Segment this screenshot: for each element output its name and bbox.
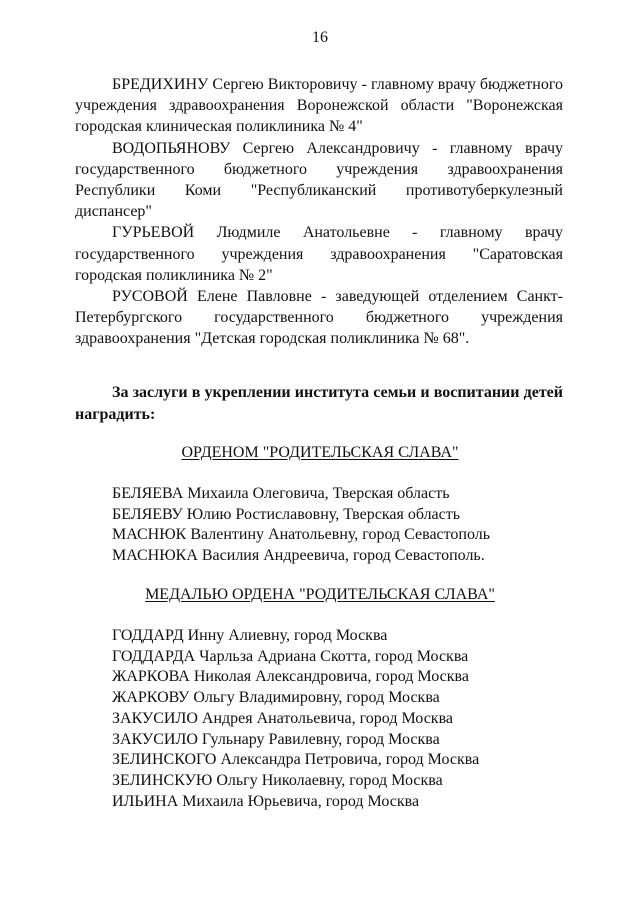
award-entry: ГУРЬЕВОЙ Людмиле Анатольевне - главному врачу государственного учреждения здравоохранения "Саратовская городская поликлиника № 2" <box>75 224 563 284</box>
medal-recipient: ЗЕЛИНСКУЮ Ольгу Николаевну, город Москва <box>112 771 443 789</box>
order-recipients-list <box>112 484 490 567</box>
order-recipient: МАСНЮКА Василия Андреевича, город Севастополь. <box>112 547 485 565</box>
medal-recipient: ЗАКУСИЛО Андрея Анатольевича, город Москва <box>112 709 454 727</box>
order-recipient: МАСНЮК Валентину Анатольевну, город Севастополь <box>112 526 491 544</box>
medal-recipients-list <box>112 626 479 812</box>
order-recipient: БЕЛЯЕВА Михаила Олеговича, Тверская область <box>112 485 450 502</box>
medal-recipient: ЗЕЛИНСКОГО Александра Петровича, город Москва <box>112 751 480 769</box>
medal-recipient: ЗАКУСИЛО Гульнару Равилевну, город Москва <box>112 730 440 748</box>
medal-recipient: ИЛЬИНА Михаила Юрьевича, город Москва <box>112 792 420 810</box>
page-number: 16 <box>312 29 328 46</box>
order-title-text: ОРДЕНОМ "РОДИТЕЛЬСКАЯ СЛАВА" <box>181 444 459 461</box>
order-recipient: БЕЛЯЕВУ Юлию Ростиславовну, Тверская область <box>112 505 461 523</box>
medal-title <box>0 585 640 605</box>
medal-title-text: МЕДАЛЬЮ ОРДЕНА "РОДИТЕЛЬСКАЯ СЛАВА" <box>145 586 495 603</box>
medal-recipient: ГОДДАРДА Чарльза Адриана Скотта, город Москва <box>112 647 469 665</box>
section-header: За заслуги в укреплении института семьи и воспитании детей наградить: <box>75 384 563 423</box>
order-title <box>0 443 640 463</box>
medal-recipient: ГОДДАРД Инну Алиевну, город Москва <box>112 627 388 644</box>
award-list <box>75 74 563 350</box>
award-entry: ВОДОПЬЯНОВУ Сергею Александровичу - главному врачу государственного бюджетного учреждения здравоохранения Республики Коми "Республиканский противотуберкулезный диспансер" <box>75 139 563 221</box>
medal-recipient: ЖАРКОВУ Ольгу Владимировну, город Москва <box>112 689 440 707</box>
medal-recipient: ЖАРКОВА Николая Александровича, город Москва <box>112 668 469 686</box>
award-entry: РУСОВОЙ Елене Павловне - заведующей отделением Санкт-Петербургского государственного бюджетного учреждения здравоохранения "Детская городская поликлиника № 68". <box>75 288 563 348</box>
award-entry: БРЕДИХИНУ Сергею Викторовичу - главному врачу бюджетного учреждения здравоохранения Воронежской области "Воронежская городская клиническая поликлиника № 4" <box>75 76 563 136</box>
